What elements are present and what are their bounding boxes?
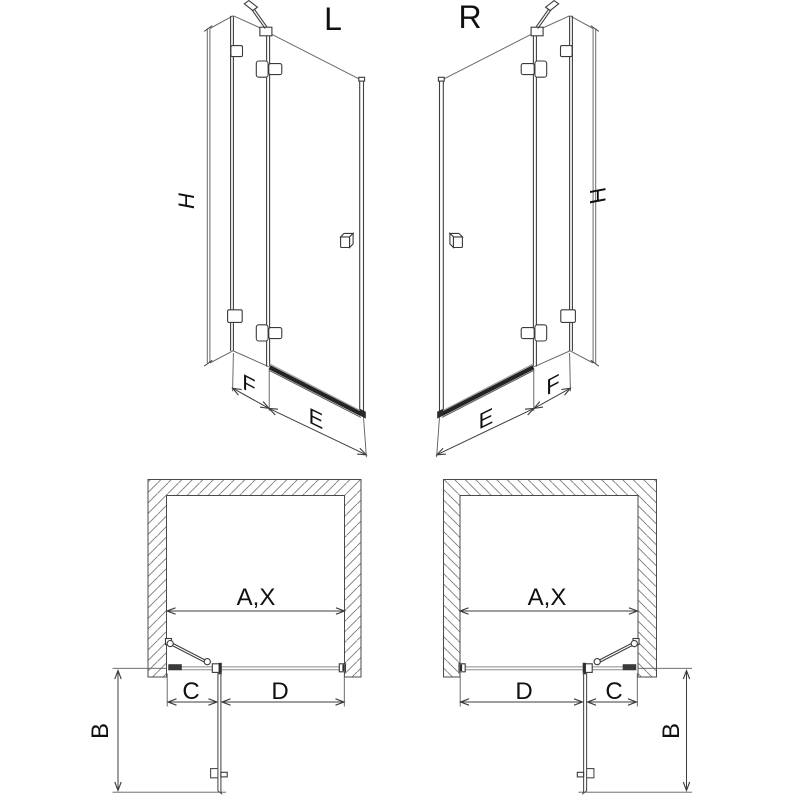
- left-3d-view: [174, 1, 366, 458]
- dim-label-h-left: H: [174, 193, 199, 209]
- dim-label-c-right: C: [605, 678, 623, 705]
- right-plan-drawing: [444, 480, 693, 794]
- variant-label-right: R: [458, 0, 482, 35]
- dim-label-e-left: E: [308, 402, 324, 435]
- dim-label-d-right: D: [515, 678, 533, 705]
- left-plan-view: [87, 480, 361, 794]
- dim-label-e-right: E: [478, 402, 494, 435]
- dim-label-h-right: H: [585, 188, 610, 204]
- left-plan-drawing: [113, 480, 362, 794]
- dim-label-ax-right: A,X: [527, 584, 567, 611]
- dim-label-d-left: D: [271, 678, 289, 705]
- dim-label-f-left: F: [242, 368, 256, 401]
- dim-label-f-right: F: [546, 368, 560, 401]
- dim-label-b-left: B: [87, 722, 114, 740]
- variant-label-left: L: [324, 1, 342, 37]
- right-plan-view: [444, 480, 693, 794]
- left-3d-drawing: [204, 1, 366, 458]
- right-3d-drawing: [437, 1, 599, 458]
- dim-label-c-left: C: [182, 678, 200, 705]
- dim-label-ax-left: A,X: [236, 584, 276, 611]
- right-3d-view: [437, 0, 610, 457]
- dim-label-b-right: B: [658, 722, 685, 740]
